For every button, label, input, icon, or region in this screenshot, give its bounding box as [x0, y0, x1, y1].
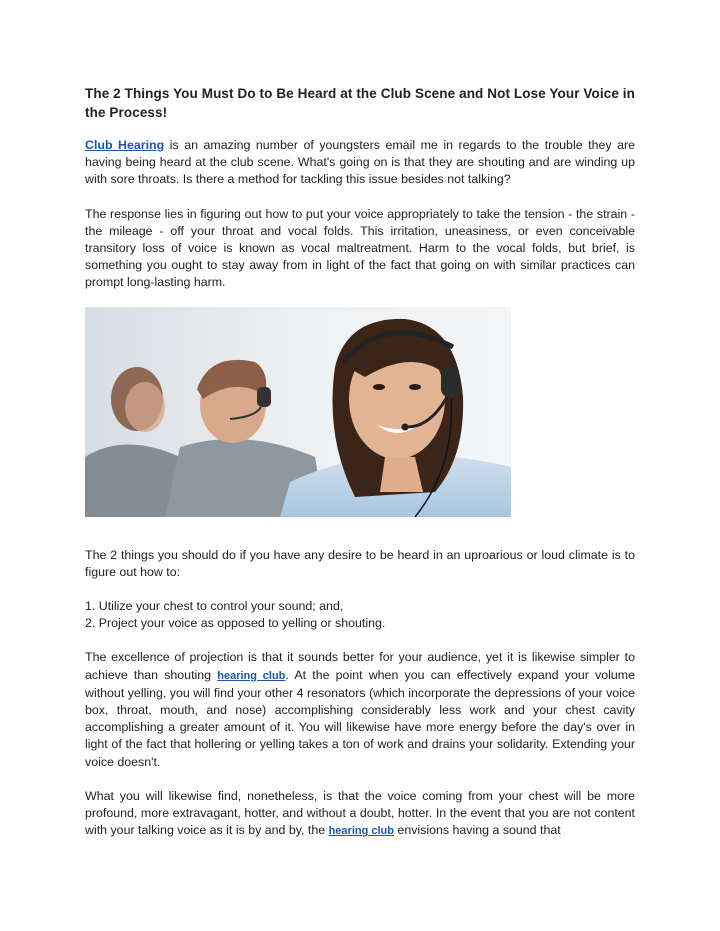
paragraph-chest-voice-text-before: What you will likewise find, nonetheless, is that the voice coming from your chest will be more profound, more extravagant, hotter, and without a doubt, hotter. In the event that you are not content with your talking voice as it is by and by, the — [85, 788, 635, 838]
steps-list — [85, 598, 635, 632]
club-hearing-link[interactable]: Club Hearing — [85, 138, 165, 152]
list-item: 1. Utilize your chest to control your sound; and, — [85, 599, 344, 614]
hearing-club-link[interactable]: hearing club — [217, 669, 286, 682]
paragraph-projection-text-after: . At the point when you can effectively expand your volume without yelling, you will find your other 4 resonators (which incorporate the depressions of your voice box, throat, mouth, and nose) accomplishing considerably less work and your chest cavity accomplishing a greater amount of it. You will likewise have more energy before the day's over in light of the fact that hollering or yelling takes a ton of work and drains your solidarity. Extending your voice doesn't. — [85, 667, 635, 769]
paragraph-chest-voice — [85, 788, 635, 841]
paragraph-projection-text-before: The excellence of projection is that it sounds better for your audience, yet it is likewise simpler to achieve than shouting — [85, 650, 635, 682]
photo-call-center-headset-icon — [85, 307, 511, 517]
call-center-photo — [85, 307, 511, 517]
paragraph-intro — [85, 137, 635, 189]
article-title: The 2 Things You Must Do to Be Heard at the Club Scene and Not Lose Your Voice in the Process! — [85, 86, 635, 120]
paragraph-two-things: The 2 things you should do if you have any desire to be heard in an uproarious or loud climate is to figure out how to: — [85, 547, 635, 579]
paragraph-projection — [85, 649, 635, 770]
document-page — [85, 84, 635, 840]
hearing-club-link[interactable]: hearing club — [328, 825, 394, 838]
paragraph-response: The response lies in figuring out how to put your voice appropriately to take the tension - the strain - the mileage - off your throat and vocal folds. This irritation, uneasiness, or even conceivable transitory loss of voice is known as vocal maltreatment. Harm to the vocal folds, but brief, is something you ought to stay away from in light of the fact that going on with similar practices can prompt long-lasting harm. — [85, 206, 635, 290]
paragraph-intro-text: is an amazing number of youngsters email me in regards to the trouble they are having being heard at the club scene. What's going on is that they are shouting and are winding up with sore throats. Is there a method for tackling this issue besides not talking? — [85, 138, 635, 187]
list-item: 2. Project your voice as opposed to yelling or shouting. — [85, 616, 386, 631]
paragraph-chest-voice-text-after: envisions having a sound that — [393, 823, 561, 838]
